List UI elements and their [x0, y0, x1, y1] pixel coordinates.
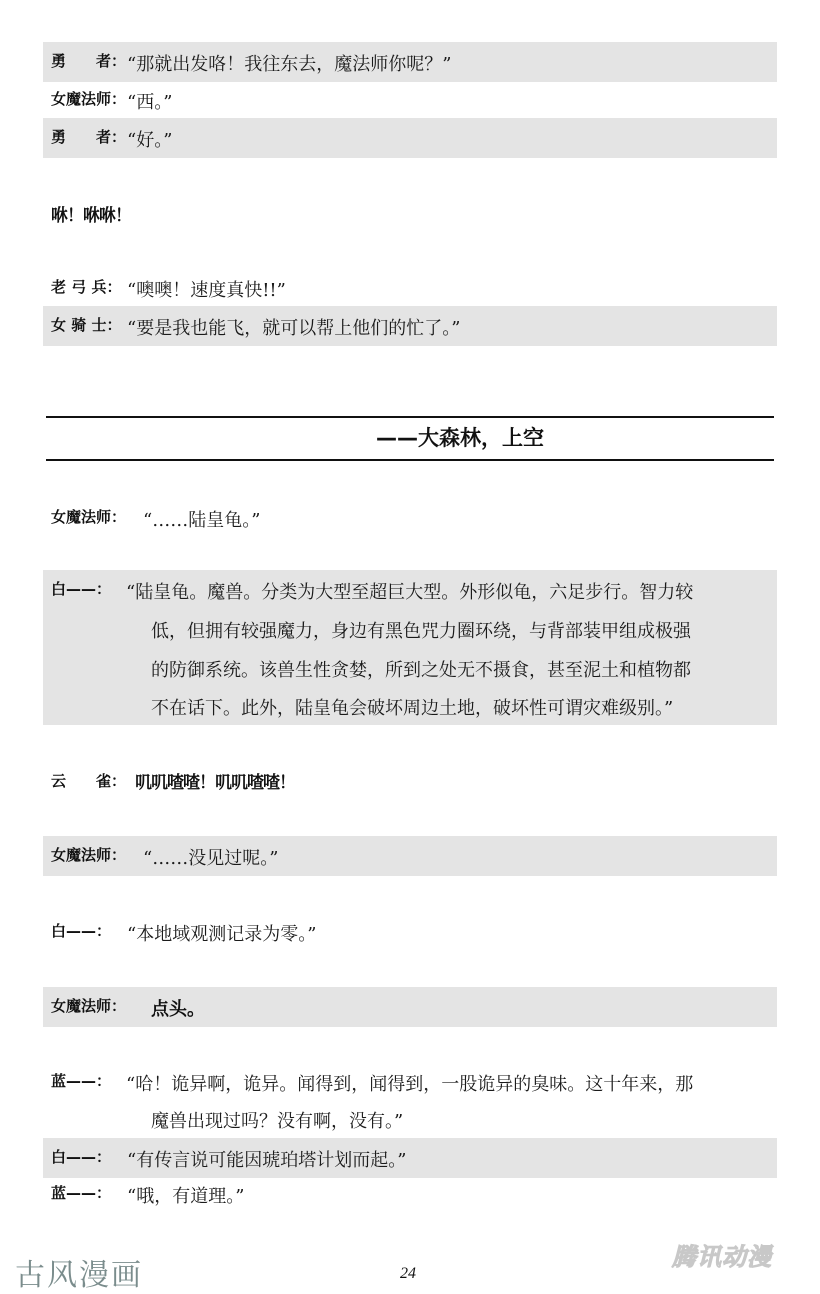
dialogue-line	[43, 306, 777, 346]
dialogue-text-line: 的防御系统。该兽生性贪婪，所到之处无不摄食，甚至泥土和植物都	[151, 660, 691, 681]
dialogue-text-line: 不在话下。此外，陆皇龟会破坏周边土地，破坏性可谓灾难级别。”	[151, 698, 674, 719]
speaker-label: 勇 者：	[51, 128, 127, 146]
dialogue-line	[43, 42, 777, 82]
dialogue-line	[43, 500, 777, 536]
dialogue-text-line: “陆皇龟。魔兽。分类为大型至超巨大型。外形似龟，六足步行。智力较	[126, 582, 694, 603]
dialogue-text: “哦，有道理。”	[127, 1186, 245, 1207]
speaker-label: 女 骑 士：	[51, 316, 122, 334]
divider-line	[46, 459, 774, 461]
speaker-label: 蓝——：	[51, 1072, 112, 1090]
dialogue-text: “……陆皇龟。”	[143, 510, 261, 531]
dialogue-line	[43, 987, 777, 1027]
speaker-label: 老 弓 兵：	[51, 278, 122, 296]
dialogue-text: “那就出发咯！我往东去，魔法师你呢？”	[127, 54, 452, 75]
dialogue-text-line: “哈！诡异啊，诡异。闻得到，闻得到，一股诡异的臭味。这十年来，那	[126, 1074, 694, 1095]
dialogue-text-line: 低，但拥有较强魔力，身边有黑色咒力圈环绕，与背部装甲组成极强	[151, 621, 691, 642]
speaker-label: 白——：	[51, 580, 112, 598]
speaker-label: 女魔法师：	[51, 90, 127, 108]
dialogue-line	[43, 270, 777, 306]
dialogue-text: “有传言说可能因琥珀塔计划而起。”	[127, 1150, 407, 1171]
dialogue-text: “本地域观测记录为零。”	[127, 924, 317, 945]
divider-line	[46, 416, 774, 418]
action-text: 点头。	[151, 999, 205, 1020]
dialogue-line	[43, 916, 777, 952]
speaker-label: 白——：	[51, 1148, 112, 1166]
site-logo: 古风漫画	[15, 1258, 143, 1293]
page-number: 24	[400, 1265, 416, 1282]
speaker-label: 勇 者：	[51, 52, 127, 70]
watermark-logo: 腾讯动漫	[672, 1243, 772, 1271]
speaker-label: 云 雀：	[51, 772, 127, 790]
sound-effect	[43, 201, 777, 231]
dialogue-text: “好。”	[127, 130, 173, 151]
dialogue-line	[43, 82, 777, 118]
dialogue-text: “……没见过呢。”	[143, 848, 279, 869]
sfx-text: 叽叽喳喳！叽叽喳喳！	[135, 773, 295, 793]
speaker-label: 蓝——：	[51, 1184, 112, 1202]
speaker-label: 女魔法师：	[51, 508, 127, 526]
dialogue-text: “噢噢！速度真快!!”	[127, 280, 286, 301]
sfx-text: 咻！咻咻！	[51, 206, 131, 226]
speaker-label: 女魔法师：	[51, 997, 127, 1015]
dialogue-line	[43, 1178, 777, 1214]
dialogue-line	[43, 836, 777, 876]
dialogue-line	[43, 118, 777, 158]
dialogue-text-line: 魔兽出现过吗？没有啊，没有。”	[151, 1111, 404, 1132]
speaker-label: 女魔法师：	[51, 846, 127, 864]
dialogue-text: “要是我也能飞，就可以帮上他们的忙了。”	[127, 318, 461, 339]
scene-heading: ——大森林，上空	[376, 426, 544, 450]
dialogue-text: “西。”	[127, 92, 173, 113]
dialogue-line	[43, 768, 777, 800]
dialogue-line	[43, 1138, 777, 1178]
speaker-label: 白——：	[51, 922, 112, 940]
